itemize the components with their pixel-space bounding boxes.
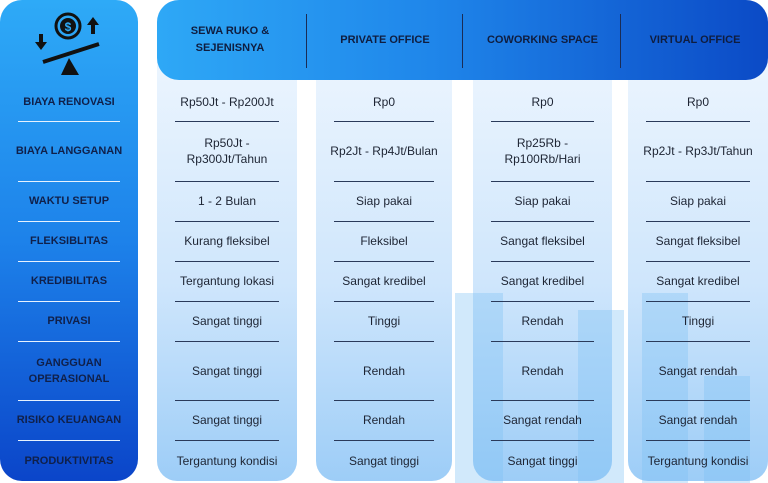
header-divider — [462, 14, 463, 68]
table-cell: Rendah — [362, 363, 406, 378]
row-label: WAKTU SETUP — [28, 195, 110, 207]
table-cell: Rp0 — [686, 94, 709, 109]
table-cell: Tinggi — [681, 314, 715, 328]
money-balance-icon — [35, 12, 105, 78]
table-cell: Rp0 — [531, 94, 554, 109]
table-cell: Rendah — [521, 314, 564, 328]
table-cell: Rp25Rb - Rp100Rb/Hari — [504, 136, 581, 166]
table-cell: Rp2Jt - Rp4Jt/Bulan — [330, 144, 438, 158]
row-label: BIAYA LANGGANAN — [15, 145, 123, 157]
table-cell: Siap pakai — [355, 194, 413, 208]
table-cell: Tinggi — [367, 314, 401, 328]
table-cell: Sangat tinggi — [191, 314, 263, 328]
table-cell: Tergantung kondisi — [176, 453, 278, 468]
row-label: FLEKSIBLITAS — [29, 235, 108, 247]
table-cell: Rendah — [362, 413, 406, 427]
table-cell: Fleksibel — [360, 234, 408, 248]
row-label: GANGGUAN OPERASIONAL — [28, 356, 110, 385]
table-cell: Rp50Jt - Rp300Jt/Tahun — [186, 136, 268, 166]
table-cell: Tergantung lokasi — [179, 274, 275, 288]
table-cell: Sangat tinggi — [191, 413, 263, 427]
table-cell: Sangat fleksibel — [655, 234, 741, 248]
header-virtual-office: VIRTUAL OFFICE — [649, 33, 741, 46]
table-cell: Tergantung kondisi — [647, 453, 749, 468]
row-label: PRODUKTIVITAS — [24, 454, 114, 467]
header-sewa-ruko: SEWA RUKO & SEJENISNYA — [190, 25, 270, 54]
table-cell: Rp0 — [372, 94, 395, 109]
table-cell: Rp50Jt - Rp200Jt — [180, 94, 274, 109]
table-cell: Siap pakai — [669, 194, 727, 208]
table-cell: Sangat tinggi — [191, 363, 263, 378]
table-cell: Rendah — [521, 363, 564, 378]
header-divider — [620, 14, 621, 68]
row-label: RISIKO KEUANGAN — [16, 414, 122, 426]
table-cell: Sangat fleksibel — [500, 234, 585, 248]
table-cell: Sangat kredibel — [342, 274, 426, 288]
header-divider — [306, 14, 307, 68]
table-cell: Sangat kredibel — [500, 274, 585, 288]
table-cell: Rp2Jt - Rp3Jt/Tahun — [643, 144, 753, 158]
table-cell: Sangat kredibel — [656, 274, 740, 288]
table-cell: Sangat rendah — [503, 413, 582, 427]
table-cell: Sangat rendah — [658, 363, 738, 378]
table-cell: Siap pakai — [514, 194, 571, 208]
table-cell: Kurang fleksibel — [184, 234, 270, 248]
table-cell: Sangat tinggi — [507, 453, 578, 468]
row-label: PRIVASI — [47, 315, 91, 327]
svg-text:$: $ — [64, 20, 72, 34]
header-coworking-space: COWORKING SPACE — [486, 33, 599, 46]
table-cell: Sangat tinggi — [348, 453, 420, 468]
header-private-office: PRIVATE OFFICE — [340, 33, 430, 46]
table-cell: Sangat rendah — [658, 413, 738, 427]
table-cell: 1 - 2 Bulan — [197, 194, 257, 208]
row-label: KREDIBILITAS — [30, 275, 108, 287]
row-label: BIAYA RENOVASI — [23, 95, 115, 108]
